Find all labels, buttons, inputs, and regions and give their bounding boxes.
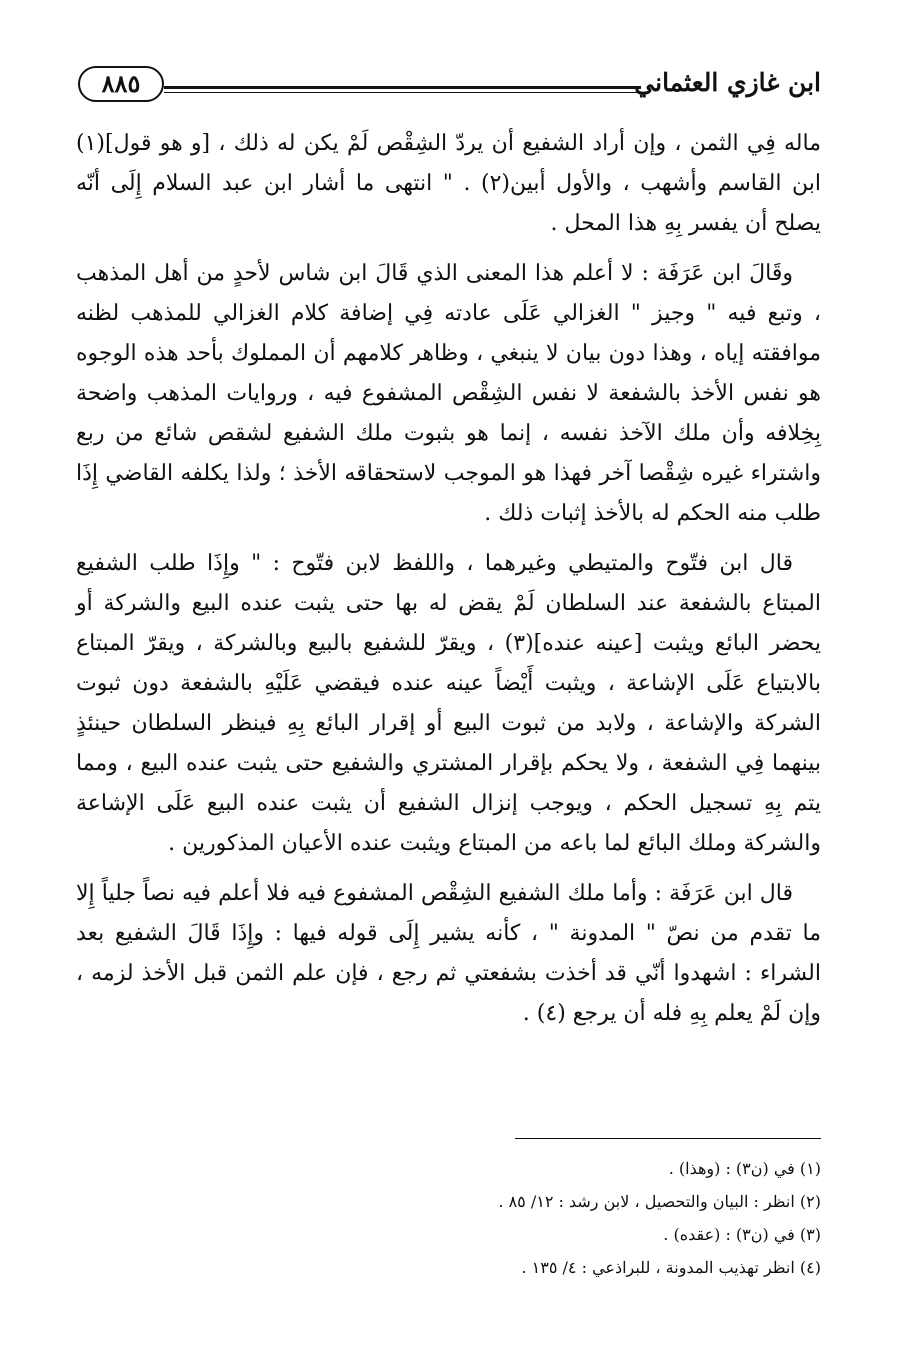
paragraph-4: قال ابن عَرَفَة : وأما ملك الشفيع الشِقْص المشفوع فيه فلا أعلم فيه نصاً جلياً إِلا ما تقدم من نصّ " المدونة " ، كأنه يشير إِلَى قوله فيها : وإِذَا قَالَ الشفيع بعد الشراء : اشهدوا أنّي قد أخذت بشفعتي ثم رجع ، فإن علم الثمن قبل الأخذ لزمه ، وإن لَمْ يعلم بِهِ فله أن يرجع (٤) .	[76, 881, 821, 1026]
paragraph-2: وقَالَ ابن عَرَفَة : لا أعلم هذا المعنى الذي قَالَ ابن شاس لأحدٍ من أهل المذهب ، وتبع فيه " وجيز " الغزالي عَلَى عادته فِي إضافة كلام الغزالي للمذهب لظنه موافقته إياه ، وهذا دون بيان لا ينبغي ، وظاهر كلامهم أن المملوك بأحد هذه الوجوه هو نفس الأخذ بالشفعة لا نفس الشِقْص المشفوع فيه ، وروايات المذهب واضحة بِخِلافه وأن ملك الآخذ نفسه ، إنما هو بثبوت ملك الشفيع لشقص شائع من ربع واشتراء غيره شِقْصا آخر فهذا هو الموجب لاستحقاقه الأخذ ؛ ولذا يكلفه القاضي إِذَا طلب منه الحكم له بالأخذ إثبات ذلك .	[76, 261, 821, 526]
paragraph-1: ماله فِي الثمن ، وإن أراد الشفيع أن يردّ الشِقْص لَمْ يكن له ذلك ، [و هو قول](١) ابن القاسم وأشهب ، والأول أبين(٢) . " انتهى ما أشار ابن عبد السلام إِلَى أنّه يصلح أن يفسر بِهِ هذا المحل .	[76, 131, 821, 236]
footnote-2: (٢) انظر : البيان والتحصيل ، لابن رشد : ١٢/ ٨٥ .	[498, 1192, 821, 1211]
running-title: ابن غازي العثماني	[634, 68, 821, 97]
page-number: ٨٨٥	[78, 66, 164, 102]
page-header	[78, 62, 821, 112]
footnote-separator	[515, 1138, 821, 1139]
footnote-3: (٣) في (ن٣) : (عقده) .	[663, 1225, 821, 1244]
footnote-4: (٤) انظر تهذيب المدونة ، للبراذعي : ٤/ ١٣٥ .	[521, 1258, 821, 1277]
main-text	[76, 124, 821, 1044]
paragraph-3: قال ابن فتّوح والمتيطي وغيرهما ، واللفظ لابن فتّوح : " وإِذَا طلب الشفيع المبتاع بالشفعة عند السلطان لَمْ يقض له بها حتى يثبت عنده البيع والشركة أو يحضر البائع ويثبت [عينه عنده](٣) ، ويقرّ للشفيع بالبيع وبالشركة ، ويقرّ المبتاع بالابتياع عَلَى الإشاعة ، ويثبت أَيْضاً عينه عنده فيقضي عَلَيْهِ بالشفعة دون ثبوت الشركة والإشاعة ، ولابد من ثبوت البيع أو إقرار البائع بِهِ فينظر السلطان حينئذٍ بينهما فِي الشفعة ، ولا يحكم بإقرار المشتري والشفيع حتى يثبت عنده البيع ، ومما يتم بِهِ تسجيل الحكم ، ويوجب إنزال الشفيع أن يثبت عنده البيع عَلَى الإشاعة والشركة وملك البائع لما باعه من المبتاع ويثبت عنده الأعيان المذكورين .	[76, 551, 821, 856]
header-rule	[164, 86, 641, 89]
footnote-1: (١) في (ن٣) : (وهذا) .	[668, 1159, 821, 1178]
footnotes	[300, 1152, 821, 1284]
header-rule-thin	[164, 92, 641, 93]
